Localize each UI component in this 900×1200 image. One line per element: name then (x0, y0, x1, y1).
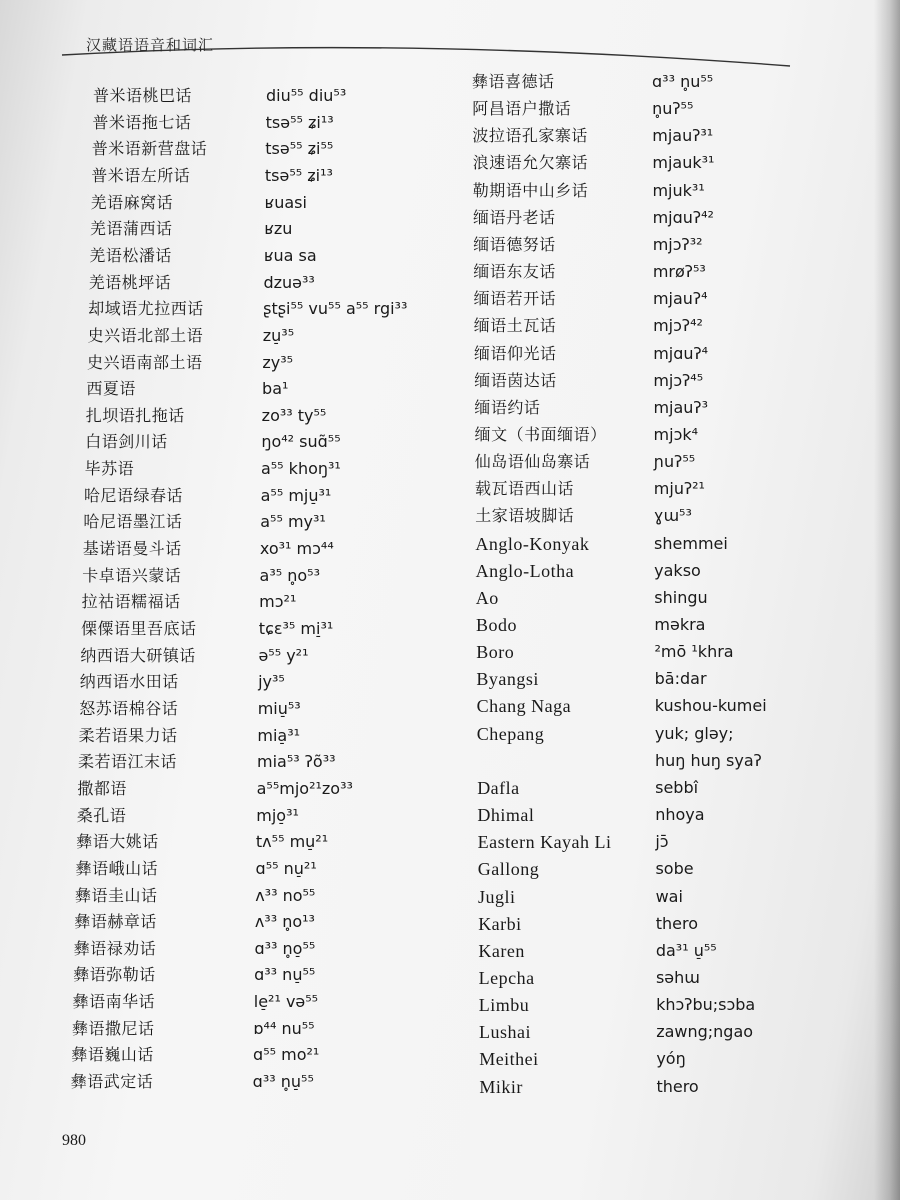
language-name: Bodo (476, 615, 518, 635)
language-name: Karen (478, 940, 525, 961)
word-form: ʁzu (264, 219, 293, 239)
word-form: mjɔʔ⁴² (653, 316, 703, 336)
word-form: ʁua sa (263, 245, 317, 265)
word-form: thero (656, 1076, 699, 1096)
language-name: Lushai (479, 1022, 531, 1043)
language-name: 却域语尤拉西话 (88, 299, 204, 319)
running-head: 汉藏语语音和词汇 (86, 36, 215, 54)
language-name: 卡卓语兴蒙话 (82, 565, 182, 585)
word-form: kushou-kumei (654, 696, 767, 716)
language-name: Karbi (478, 913, 522, 934)
language-name: 拉祜语糯福话 (81, 592, 181, 612)
language-name: 阿昌语户撒话 (472, 99, 572, 119)
word-form: dzuə³³ (263, 272, 315, 292)
language-name: 柔若语江末话 (78, 752, 178, 772)
word-form: ʌ³³ n̥o¹³ (254, 912, 315, 932)
page-number: 980 (62, 1132, 86, 1149)
word-form: a⁵⁵ khoŋ³¹ (260, 459, 341, 479)
word-form: ɑ³³ n̥o̠⁵⁵ (254, 938, 316, 958)
language-name: Anglo-Konyak (475, 533, 590, 554)
language-name: 彝语圭山话 (75, 885, 158, 905)
language-name: 桑孔语 (76, 805, 127, 825)
word-form: shingu (654, 587, 708, 607)
language-name: 撒都语 (77, 778, 127, 798)
word-form: tɕɛ³⁵ mi̠³¹ (258, 619, 334, 638)
language-name: 扎坝语扎拖话 (85, 405, 185, 425)
word-form: ɑ⁵⁵ nu̠²¹ (255, 858, 317, 878)
word-form: nhoya (655, 805, 705, 825)
language-name: 仙岛语仙岛寨话 (474, 452, 591, 472)
word-form: yóŋ (656, 1049, 686, 1069)
language-name: 普米语新营盘话 (91, 139, 208, 159)
language-name: 羌语蒲西话 (90, 219, 173, 239)
word-form: zu̠³⁵ (262, 325, 295, 345)
language-name: Dafla (477, 777, 520, 798)
word-form: mjɔk⁴ (653, 424, 699, 444)
language-name: 彝语赫章话 (74, 912, 157, 932)
language-name: Boro (476, 642, 515, 663)
word-form: mjuʔ²¹ (653, 479, 705, 499)
language-name: 缅语茵达话 (474, 370, 557, 390)
language-name: Chepang (476, 723, 545, 744)
word-form: mjɔʔ³² (652, 234, 703, 254)
language-name: 浪速语允欠寨话 (472, 153, 589, 173)
word-form: shemmei (654, 533, 728, 553)
word-form: mjuk³¹ (652, 180, 705, 200)
word-form: n̥uʔ⁵⁵ (652, 99, 694, 119)
word-form: ʁuasi (264, 192, 307, 212)
language-name: 彝语南华话 (72, 992, 156, 1012)
word-form: ə⁵⁵ y²¹ (258, 645, 309, 665)
language-name: 缅语德努话 (473, 234, 556, 254)
language-name: 缅语丹老话 (473, 207, 556, 227)
word-form: huŋ huŋ syaʔ (655, 750, 762, 770)
language-name: 史兴语南部土语 (87, 352, 203, 372)
language-name: 彝语喜德话 (472, 72, 555, 91)
word-form: ɣɯ⁵³ (653, 506, 692, 526)
word-form: mɔ²¹ (259, 592, 297, 612)
word-form: a³⁵ n̥o⁵³ (259, 565, 320, 585)
word-form: tsə⁵⁵ ʑi¹³ (265, 112, 334, 132)
language-name: 白语剑川话 (85, 432, 168, 452)
language-name: Chang Naga (476, 696, 572, 717)
word-form: məkra (654, 615, 706, 634)
language-name: Lepcha (478, 967, 535, 988)
page-edge-shadow (874, 0, 900, 1200)
word-form: diu⁵⁵ diu⁵³ (266, 86, 347, 105)
language-name: 彝语巍山话 (71, 1045, 154, 1065)
word-form: mrøʔ⁵³ (652, 262, 706, 282)
language-name: 彝语武定话 (70, 1072, 154, 1092)
word-form: tʌ⁵⁵ mu̠²¹ (255, 832, 329, 852)
word-form: thero (655, 913, 698, 933)
word-form: mjauʔ³¹ (652, 126, 714, 146)
language-name: 毕苏语 (84, 459, 135, 479)
word-form: ŋo⁴² suɑ̃⁵⁵ (261, 432, 341, 452)
language-name: 羌语松潘话 (89, 245, 172, 265)
language-name: 史兴语北部土语 (87, 325, 204, 345)
word-form: yuk; gləy; (654, 723, 734, 743)
word-form: ɑ³³ nu̠⁵⁵ (254, 965, 316, 985)
word-form: ba¹ (262, 379, 289, 399)
language-name: 彝语弥勒话 (73, 965, 156, 985)
word-form: ʂtʂi⁵⁵ vu⁵⁵ a⁵⁵ rgi³³ (263, 299, 408, 319)
word-form: zy³⁵ (262, 352, 294, 372)
language-name: 柔若语果力话 (78, 725, 178, 745)
word-form: mjauʔ⁴ (652, 289, 708, 309)
word-form: ɒ⁴⁴ nu⁵⁵ (253, 1018, 315, 1038)
language-name: 基诺语曼斗话 (82, 539, 182, 559)
word-form: ɲuʔ⁵⁵ (653, 452, 696, 472)
language-name: 哈尼语绿春话 (84, 485, 184, 505)
language-name: 哈尼语墨江话 (83, 512, 183, 532)
word-form: yakso (654, 560, 701, 580)
word-form: ɑ³³ n̥u⁵⁵ (652, 72, 714, 91)
word-form: səhɯ (655, 967, 700, 987)
word-form: mjɔʔ⁴⁵ (653, 370, 704, 390)
language-name: Gallong (477, 859, 540, 880)
language-name: 怒苏语棉谷话 (79, 698, 179, 718)
word-form: bā:dar (654, 669, 707, 689)
word-form: ɑ⁵⁵ mo²¹ (253, 1045, 320, 1065)
language-name: 缅语东友话 (473, 262, 556, 282)
word-form: mjauk³¹ (652, 153, 715, 173)
word-form: wai (655, 886, 683, 906)
word-form: mia⁵³ ʔõ³³ (257, 752, 336, 772)
word-form: ʌ³³ no⁵⁵ (255, 885, 316, 905)
language-name: 彝语峨山话 (75, 858, 159, 878)
language-name: Jugli (478, 886, 516, 907)
word-form: a⁵⁵mjo²¹zo³³ (256, 778, 353, 798)
language-name: 缅文（书面缅语） (474, 424, 607, 444)
word-form: miu̠⁵³ (257, 698, 301, 718)
language-name: 勒期语中山乡话 (472, 180, 589, 200)
word-form: sobe (655, 859, 694, 879)
language-name: Meithei (479, 1049, 539, 1070)
word-form: tsə⁵⁵ ʑi¹³ (264, 165, 333, 185)
language-name: Dhimal (477, 805, 535, 826)
word-form: a⁵⁵ mju̠³¹ (260, 485, 332, 505)
language-name: Anglo-Lotha (475, 560, 575, 581)
language-name: 缅语约话 (474, 397, 541, 417)
language-name: 彝语大姚话 (76, 832, 159, 852)
word-form: xo³¹ mɔ⁴⁴ (259, 539, 334, 559)
language-name: 土家语坡脚话 (475, 506, 575, 526)
word-form: mia̠³¹ (257, 725, 301, 745)
language-name: Limbu (478, 995, 530, 1016)
language-name: Mikir (479, 1076, 523, 1097)
language-name: 普米语拖七话 (92, 112, 192, 132)
word-form: jɔ̄ (655, 832, 669, 852)
language-name: 波拉语孔家寨话 (472, 126, 588, 146)
word-form: da³¹ u̠⁵⁵ (655, 940, 717, 960)
word-form: ²mō ¹khra (654, 642, 734, 662)
word-form: zawng;ngao (656, 1022, 754, 1042)
word-form: zo³³ ty⁵⁵ (261, 405, 327, 425)
language-name: 彝语撒尼话 (72, 1018, 155, 1038)
language-name: 载瓦语西山话 (475, 479, 575, 499)
language-name: 羌语麻窝话 (90, 192, 174, 212)
language-name: Eastern Kayah Li (477, 832, 612, 853)
word-form: mjɑuʔ⁴ (653, 343, 709, 363)
language-name: 普米语左所话 (91, 165, 191, 185)
language-name: 傈僳语里吾底话 (81, 619, 197, 638)
language-name: 缅语若开话 (473, 289, 557, 309)
language-name: 彝语禄劝话 (73, 938, 157, 958)
word-form: a⁵⁵ my³¹ (260, 512, 326, 532)
language-name: 羌语桃坪话 (88, 272, 172, 292)
word-form: khɔʔbu;sɔba (656, 995, 756, 1015)
language-name: 纳西语水田话 (79, 672, 179, 692)
word-form: le̠²¹ və⁵⁵ (253, 992, 319, 1012)
language-name: Byangsi (476, 669, 539, 690)
word-form: sebbî (655, 777, 699, 797)
language-name: 西夏语 (86, 379, 136, 399)
language-name: Ao (475, 587, 499, 608)
word-form: mjauʔ³ (653, 397, 708, 417)
language-name: 缅语土瓦话 (473, 316, 557, 336)
word-form: mjo̠³¹ (256, 805, 299, 825)
language-name: 缅语仰光话 (474, 343, 557, 363)
language-name: 纳西语大研镇话 (80, 645, 196, 665)
word-form: jy³⁵ (258, 672, 285, 692)
word-form: mjɑuʔ⁴² (652, 207, 714, 227)
word-form: ɑ³³ n̥u̠⁵⁵ (252, 1072, 314, 1092)
word-form: tsə⁵⁵ ʑi⁵⁵ (265, 139, 334, 159)
language-name: 普米语桃巴话 (93, 86, 193, 105)
